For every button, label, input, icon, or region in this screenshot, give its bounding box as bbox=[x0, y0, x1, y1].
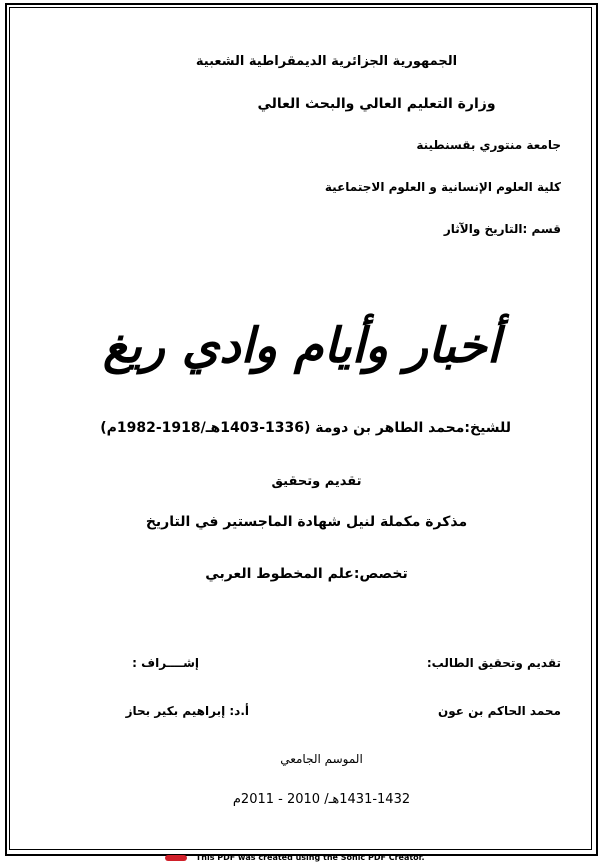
department-name: قسم :التاريخ والآثار bbox=[443, 222, 561, 236]
academic-years: 1431-1432هـ/ 2010 - 2011م bbox=[232, 792, 411, 807]
edition-line: تقديم وتحقيق bbox=[271, 474, 362, 489]
footer-text: This PDF was created using the Sonic PDF Creator. bbox=[195, 853, 425, 862]
university-name: جامعة منتوري بقسنطينة bbox=[416, 138, 561, 152]
specialty-line: تخصص:علم المخطوط العربي bbox=[205, 566, 408, 582]
republic-name: الجمهورية الجزائرية الديمقراطية الشعبية bbox=[195, 54, 458, 69]
supervisor-name: أ.د: إبراهيم بكير بحاز bbox=[125, 704, 249, 718]
student-name: محمد الحاكم بن عون bbox=[437, 704, 561, 718]
sonic-logo-icon bbox=[165, 855, 187, 861]
author-line: للشيخ:محمد الطاهر بن دومة (1336-1403هـ/1918-1982م) bbox=[100, 420, 511, 436]
academic-season-label: الموسم الجامعي bbox=[280, 752, 363, 766]
faculty-name: كلية العلوم الإنسانية و العلوم الاجتماعية bbox=[324, 180, 561, 194]
supervision-label: إشــــراف : bbox=[132, 656, 199, 670]
document-title: أخبار وأيام وادي ريغ bbox=[102, 318, 501, 374]
memoir-line: مذكرة مكملة لنيل شهادة الماجستير في التاريخ bbox=[145, 514, 468, 530]
ministry-name: وزارة التعليم العالي والبحث العالي bbox=[257, 96, 496, 112]
pdf-creator-footer bbox=[165, 853, 425, 862]
student-label: تقديم وتحقيق الطالب: bbox=[426, 656, 561, 670]
